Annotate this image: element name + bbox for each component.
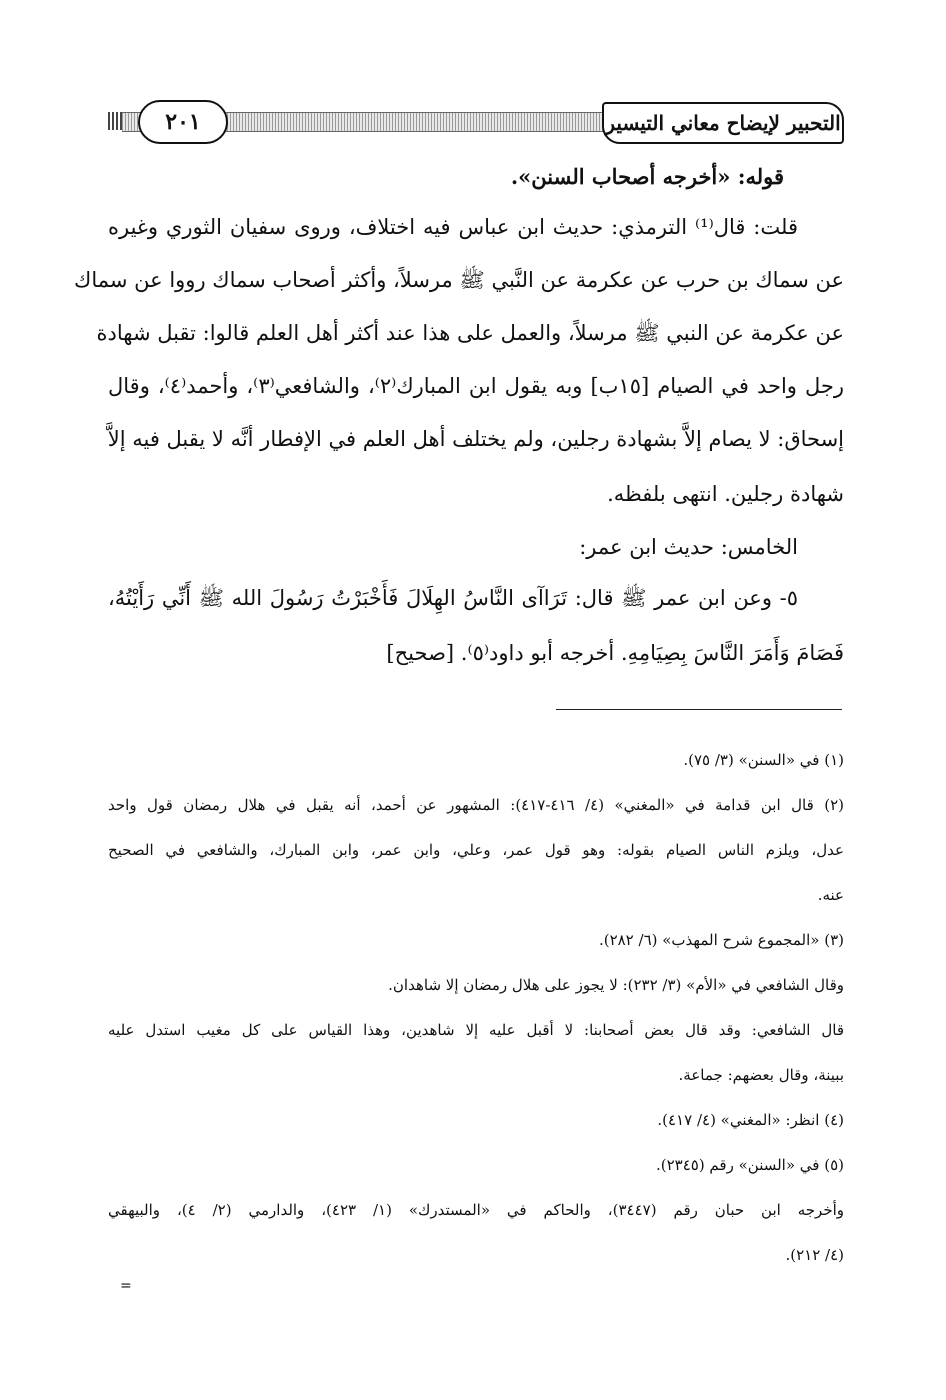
- footnote-line: (٣) «المجموع شرح المهذب» (٦/ ٢٨٢).: [598, 931, 844, 949]
- text-line: إسحاق: لا يصام إلاَّ بشهادة رجلين، ولم يختلف أهل العلم في الإفطار أنَّه لا يقبل فيه إلاَّ: [107, 427, 844, 451]
- text-line: شهادة رجلين. انتهى بلفظه.: [607, 482, 844, 506]
- footnote-line: ببينة، وقال بعضهم: جماعة.: [678, 1066, 844, 1084]
- page-number: ٢٠١: [138, 100, 228, 144]
- text-line: قوله: «أخرجه أصحاب السنن».: [510, 164, 784, 189]
- text-line: عن سماك بن حرب عن عكرمة عن النَّبي ﷺ مرسلاً، وأكثر أصحاب سماك رووا عن سماك: [74, 268, 844, 292]
- text-line: قلت: قال⁽¹⁾ الترمذي: حديث ابن عباس فيه اختلاف، وروى سفيان الثوري وغيره: [108, 215, 798, 239]
- footnote-line: (١) في «السنن» (٣/ ٧٥).: [683, 751, 844, 769]
- footnote-line: عنه.: [817, 886, 844, 904]
- footnote-line: قال الشافعي: وقد قال بعض أصحابنا: لا أقبل عليه إلا شاهدين، وهذا القياس على كل مغيب استدل عليه: [108, 1021, 844, 1039]
- footnote-line: (٢) قال ابن قدامة في «المغني» (٤/ ٤١٦-٤١٧): المشهور عن أحمد، أنه يقبل في هلال رمضان قول واحد: [108, 796, 844, 814]
- footnote-line: وأخرجه ابن حبان رقم (٣٤٤٧)، والحاكم في «المستدرك» (١/ ٤٢٣)، والدارمي (٢/ ٤)، والبيهقي: [108, 1201, 844, 1219]
- hadith-text: فَصَامَ وَأَمَرَ النَّاسَ بِصِيَامِهِ. أخرجه أبو داود⁽٥⁾. [صحيح]: [386, 641, 844, 665]
- footnotes: [108, 738, 844, 1278]
- margin-mark: =: [120, 1278, 132, 1294]
- running-header: [108, 98, 844, 150]
- section-heading: الخامس: حديث ابن عمر:: [579, 535, 798, 559]
- footnote-line: وقال الشافعي في «الأم» (٣/ ٢٣٢): لا يجوز على هلال رمضان إلا شاهدان.: [388, 976, 844, 994]
- footnote-line: (٤/ ٢١٢).: [785, 1246, 844, 1264]
- hadith-text: ٥- وعن ابن عمر ﷺ قال: تَرَاآى النَّاسُ الهِلَالَ فَأَخْبَرْتُ رَسُولَ الله ﷺ أَنِّي رَأَيْتُهُ،: [108, 586, 798, 610]
- book-title: التحبير لإيضاح معاني التيسير: [602, 102, 844, 144]
- footnote-line: عدل، ويلزم الناس الصيام بقوله: وهو قول عمر، وعلي، وابن عمر، وابن المبارك، والشافعي في الصحيح: [108, 841, 844, 859]
- footnote-line: (٥) في «السنن» رقم (٢٣٤٥).: [655, 1156, 844, 1174]
- text-line: رجل واحد في الصيام [١٥ب] وبه يقول ابن المبارك⁽٢⁾، والشافعي⁽٣⁾، وأحمد⁽٤⁾، وقال: [108, 374, 844, 398]
- main-text: [74, 150, 844, 680]
- footnote-line: (٤) انظر: «المغني» (٤/ ٤١٧).: [657, 1111, 844, 1129]
- footnote-separator: [556, 709, 842, 710]
- text-line: عن عكرمة عن النبي ﷺ مرسلاً، والعمل على هذا عند أكثر أهل العلم قالوا: تقبل شهادة: [96, 321, 844, 345]
